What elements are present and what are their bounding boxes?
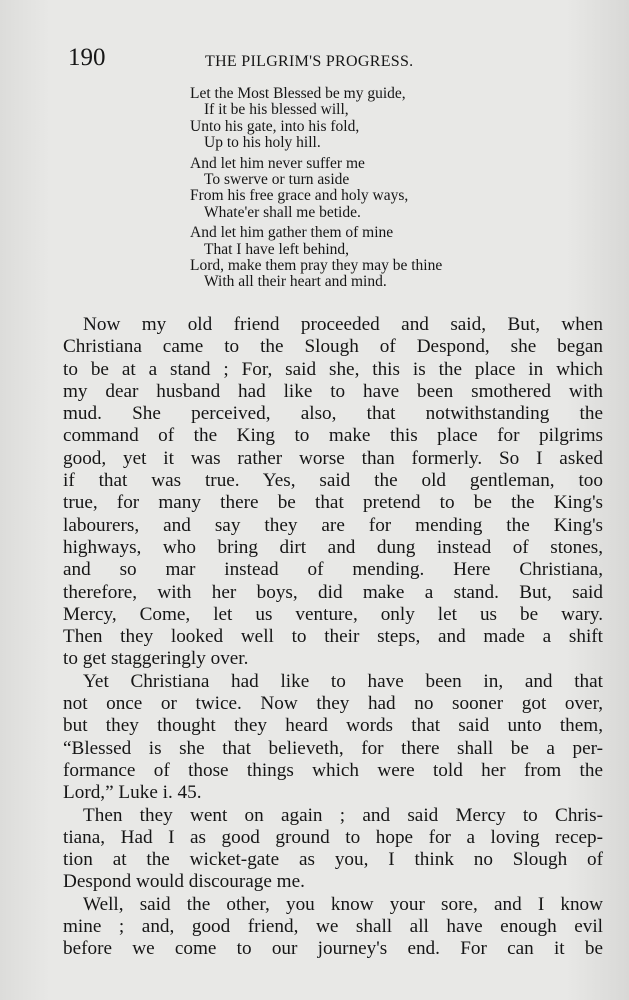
text-line: not once or twice. Now they had no sooner got over, (63, 693, 603, 715)
paragraph (63, 671, 603, 805)
poem-line: To swerve or turn aside (204, 171, 350, 189)
poem-line: Up to his holy hill. (204, 134, 321, 152)
poem-stanza (190, 86, 442, 152)
text-line: tion at the wicket-gate as you, I think no Slough of (63, 849, 603, 871)
paragraph (63, 805, 603, 894)
paragraph (63, 314, 603, 671)
text-line: Well, said the other, you know your sore, and I know (83, 893, 603, 915)
text-line: “Blessed is she that believeth, for there shall be a per- (63, 737, 603, 759)
text-line: mud. She perceived, also, that notwithstanding the (63, 403, 603, 425)
poem-stanza (190, 225, 442, 291)
text-line: Mercy, Come, let us venture, only let us be wary. (63, 603, 603, 625)
text-line: to be at a stand ; For, said she, this is the place in which (63, 358, 603, 380)
poem (190, 86, 442, 295)
text-line: before we come to our journey's end. For can it be (63, 938, 603, 960)
text-line: Despond would discourage me. (63, 871, 305, 893)
text-line: mine ; and, good friend, we shall all have enough evil (63, 916, 603, 938)
poem-line: Let the Most Blessed be my guide, (190, 85, 406, 102)
poem-line: Whate'er shall me betide. (204, 203, 361, 221)
text-line: labourers, and say they are for mending the King's (63, 514, 603, 536)
poem-line: That I have left behind, (204, 240, 350, 258)
body-text (63, 314, 603, 961)
running-title: THE PILGRIM'S PROGRESS. (205, 53, 414, 70)
page-number: 190 (68, 44, 106, 71)
text-line: but they thought they heard words that said unto them, (63, 715, 603, 737)
text-line: if that was true. Yes, said the old gentleman, too (63, 470, 603, 492)
text-line: Then they looked well to their steps, and made a shift (63, 626, 603, 648)
poem-line: With all their heart and mind. (204, 273, 387, 291)
text-line: Yet Christiana had like to have been in, and that (83, 670, 603, 692)
text-line: true, for many there be that pretend to be the King's (63, 492, 603, 514)
poem-line: From his free grace and holy ways, (190, 187, 409, 205)
poem-line: Lord, make them pray they may be thine (190, 257, 443, 275)
text-line: Then they went on again ; and said Mercy to Chris- (83, 804, 603, 826)
text-line: therefore, with her boys, did make a stand. But, said (63, 581, 603, 603)
text-line: tiana, Had I as good ground to hope for a loving recep- (63, 826, 603, 848)
poem-line: Unto his gate, into his fold, (190, 117, 360, 135)
poem-line: If it be his blessed will, (204, 101, 349, 119)
text-line: Now my old friend proceeded and said, But, when (83, 314, 603, 335)
poem-line: And let him never suffer me (190, 154, 365, 172)
text-line: formance of those things which were told her from the (63, 759, 603, 781)
text-line: Lord,” Luke i. 45. (63, 782, 202, 804)
text-line: highways, who bring dirt and dung instead of stones, (63, 536, 603, 558)
paragraph (63, 894, 603, 961)
text-line: good, yet it was rather worse than formerly. So I asked (63, 447, 603, 469)
text-line: command of the King to make this place for pilgrims (63, 425, 603, 447)
text-line: my dear husband had like to have been smothered with (63, 380, 603, 402)
text-line: and so mar instead of mending. Here Christiana, (63, 559, 603, 581)
text-line: to get staggeringly over. (63, 648, 249, 670)
poem-line: And let him gather them of mine (190, 224, 394, 242)
poem-stanza (190, 156, 442, 222)
text-line: Christiana came to the Slough of Despond, she began (63, 336, 603, 358)
